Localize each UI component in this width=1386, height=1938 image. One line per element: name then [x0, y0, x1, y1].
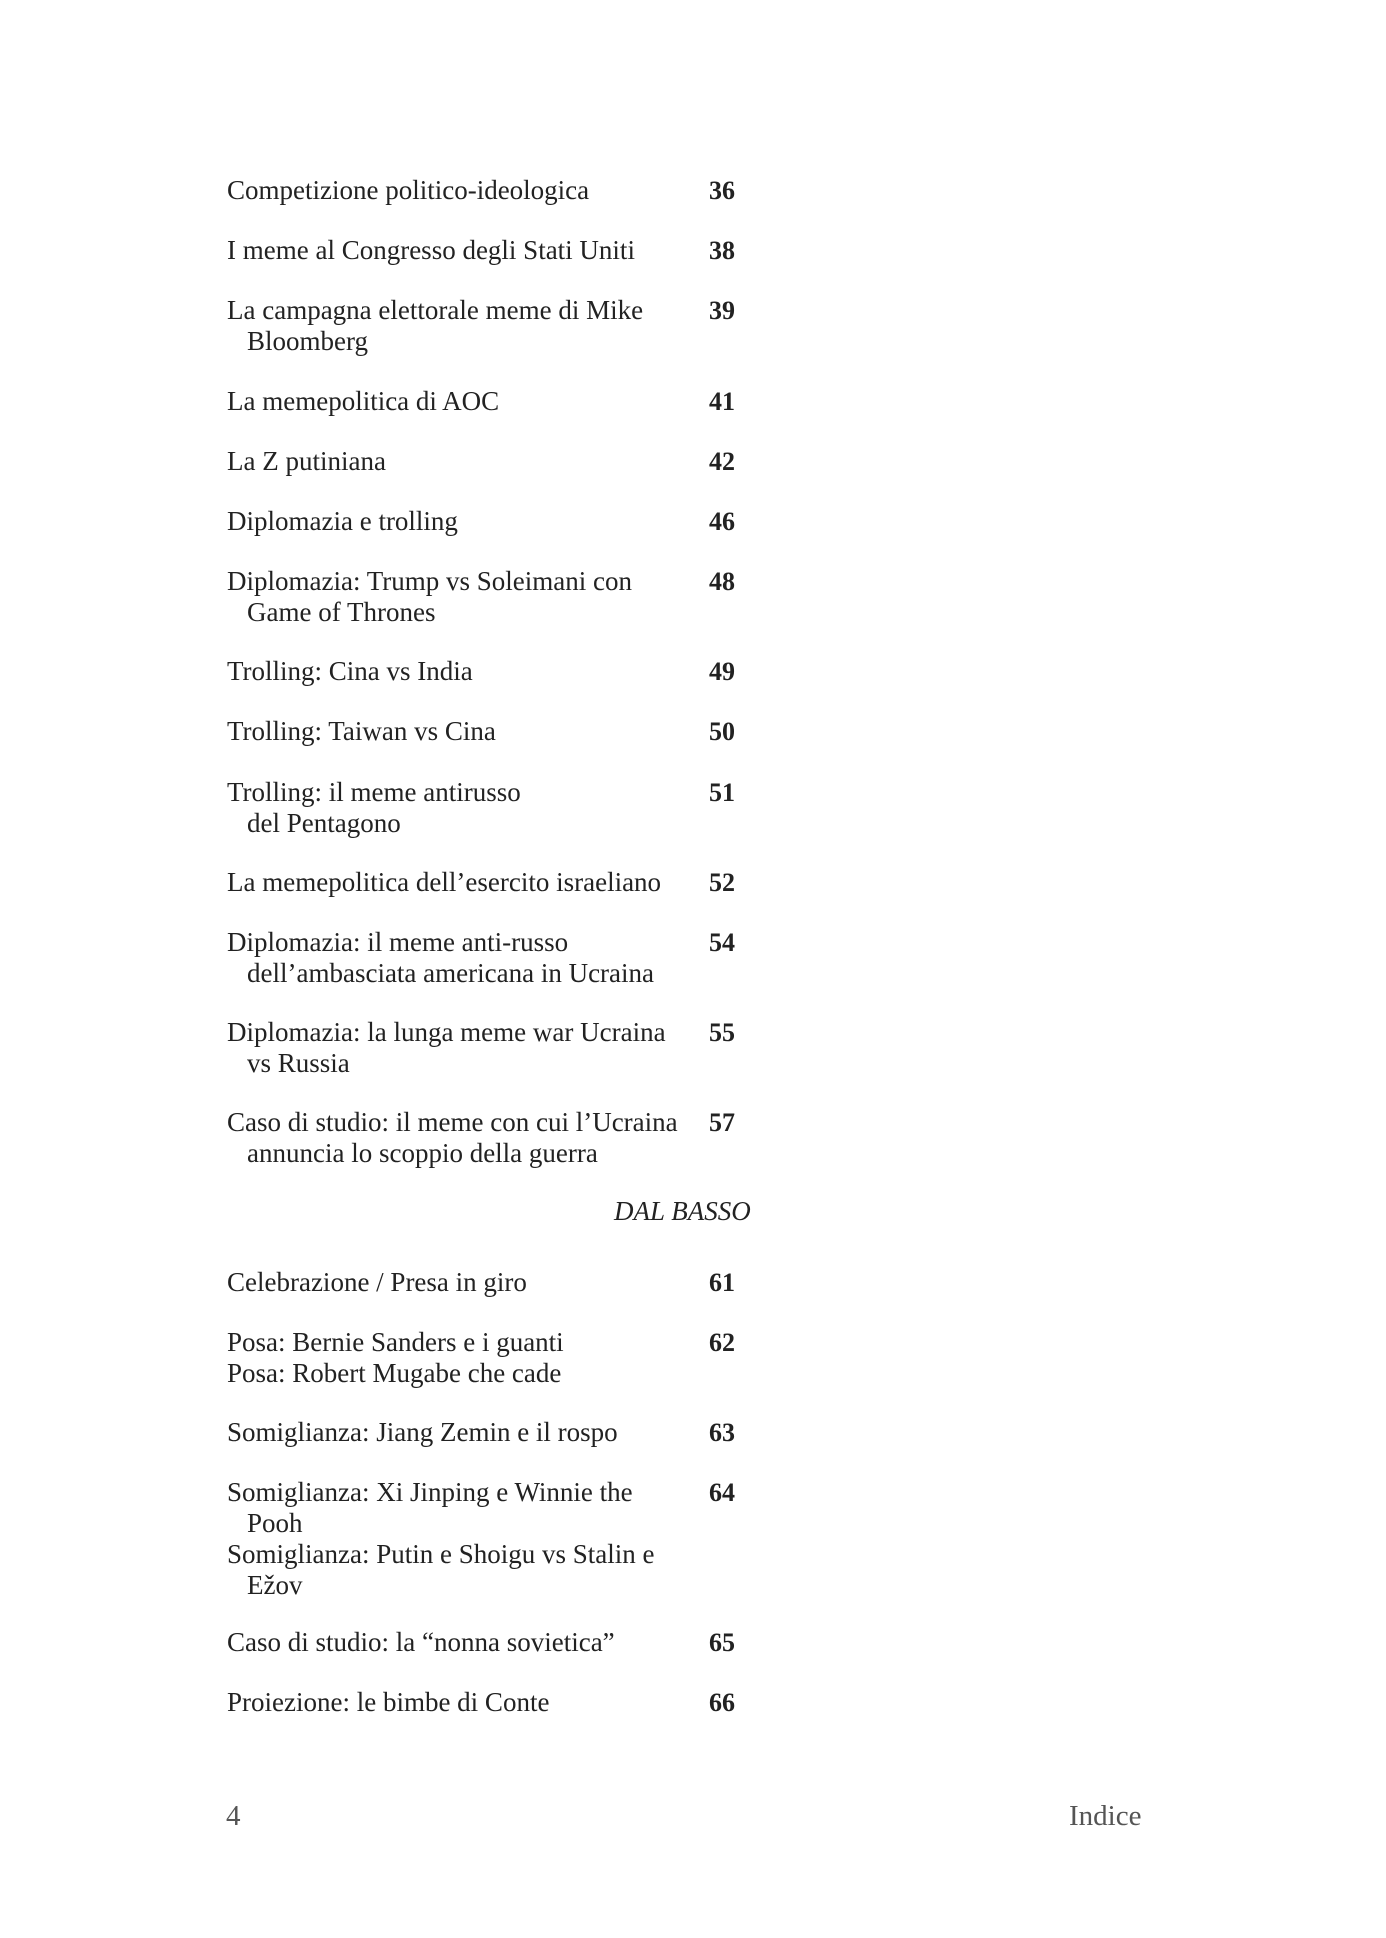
toc-entry-page-number: 64 [709, 1478, 735, 1507]
toc-entry-page-number: 46 [709, 507, 735, 536]
toc-entry-line: Proiezione: le bimbe di Conte [227, 1687, 550, 1717]
toc-entry [227, 235, 787, 266]
toc-entry [227, 1627, 787, 1658]
toc-entry-line: Diplomazia: Trump vs Soleimani con [227, 566, 632, 596]
toc-entry-title [227, 566, 697, 628]
toc-entry-title [227, 716, 697, 747]
toc-entry-title [227, 1477, 697, 1601]
toc-entry-line: Competizione politico-ideologica [227, 175, 590, 205]
toc-entry [227, 295, 787, 357]
toc-entry-line: La memepolitica di AOC [227, 386, 500, 416]
toc-entry-title [227, 656, 697, 687]
toc-entry-page-number: 48 [709, 567, 735, 596]
toc-entry-page-number: 42 [709, 447, 735, 476]
toc-entry [227, 1687, 787, 1718]
toc-entry-title [227, 295, 697, 357]
toc-entry-page-number: 55 [709, 1018, 735, 1047]
toc-entry-title [227, 235, 697, 266]
toc-entry-line: Game of Thrones [247, 597, 436, 627]
toc-entry [227, 506, 787, 537]
toc-entry-line: La memepolitica dell’esercito israeliano [227, 867, 662, 897]
toc-entry [227, 1327, 787, 1389]
toc-entry-title [227, 867, 697, 898]
toc-entry-line: Somiglianza: Xi Jinping e Winnie the [227, 1477, 633, 1507]
toc-entry-page-number: 52 [709, 868, 735, 897]
footer-section-title: Indice [1069, 1800, 1142, 1832]
toc-entry-title [227, 175, 697, 206]
toc-entry-page-number: 65 [709, 1628, 735, 1657]
toc-entry-line: Diplomazia: la lunga meme war Ucraina [227, 1017, 666, 1047]
toc-entry-line: vs Russia [247, 1048, 350, 1078]
toc-entry [227, 386, 787, 417]
toc-entry-page-number: 49 [709, 657, 735, 686]
toc-entry-line: Trolling: il meme antirusso [227, 777, 521, 807]
toc-entry-title [227, 506, 697, 537]
toc-entry-title [227, 386, 697, 417]
toc-entry-page-number: 38 [709, 236, 735, 265]
toc-entry-line: Diplomazia: il meme anti-russo [227, 927, 569, 957]
toc-entry-title [227, 1107, 697, 1169]
toc-entry [227, 1017, 787, 1079]
toc-entry [227, 1417, 787, 1448]
toc-entry-line: Ežov [247, 1570, 303, 1600]
toc-entry-line: Posa: Robert Mugabe che cade [227, 1358, 562, 1388]
toc-entry-title [227, 927, 697, 989]
toc-entry-title [227, 1327, 697, 1389]
toc-entry-page-number: 66 [709, 1688, 735, 1717]
toc-entry-line: La Z putiniana [227, 446, 386, 476]
toc-entry-line: Trolling: Cina vs India [227, 656, 473, 686]
toc-entry-title [227, 1417, 697, 1448]
toc-entry-line: annuncia lo scoppio della guerra [247, 1138, 598, 1168]
toc-entry [227, 927, 787, 989]
toc-entry-title [227, 1687, 697, 1718]
toc-entry-page-number: 54 [709, 928, 735, 957]
toc-entry [227, 867, 787, 898]
toc-entry-title [227, 446, 697, 477]
toc-entry-page-number: 50 [709, 717, 735, 746]
toc-entry-title [227, 1017, 697, 1079]
toc-entry-page-number: 39 [709, 296, 735, 325]
toc-entry-line: Bloomberg [247, 326, 368, 356]
toc-entry-line: I meme al Congresso degli Stati Uniti [227, 235, 635, 265]
toc-entry-page-number: 41 [709, 387, 735, 416]
toc-entry-page-number: 63 [709, 1418, 735, 1447]
toc-entry [227, 446, 787, 477]
toc-entry-line: Caso di studio: la “nonna sovietica” [227, 1627, 615, 1657]
toc-entry-line: Caso di studio: il meme con cui l’Ucraina [227, 1107, 678, 1137]
toc-entry-line: Somiglianza: Jiang Zemin e il rospo [227, 1417, 618, 1447]
toc-entry [227, 566, 787, 628]
toc-entry [227, 777, 787, 839]
toc-entry-line: Somiglianza: Putin e Shoigu vs Stalin e [227, 1539, 655, 1569]
toc-entry [227, 1107, 787, 1169]
toc-entry-line: Diplomazia e trolling [227, 506, 458, 536]
toc-entry-title [227, 1627, 697, 1658]
toc-entry-page-number: 61 [709, 1268, 735, 1297]
toc-entry-line: Pooh [247, 1508, 303, 1538]
section-heading: DAL BASSO [614, 1196, 751, 1226]
toc-entry-line: Posa: Bernie Sanders e i guanti [227, 1327, 564, 1357]
toc-entry-line: dell’ambasciata americana in Ucraina [247, 958, 655, 988]
toc-entry-line: Trolling: Taiwan vs Cina [227, 716, 496, 746]
toc-entry [227, 656, 787, 687]
toc-entry-line: del Pentagono [247, 808, 401, 838]
toc-entry [227, 1267, 787, 1298]
toc-entry-line: La campagna elettorale meme di Mike [227, 295, 644, 325]
toc-entry [227, 1477, 787, 1601]
toc-entry-page-number: 51 [709, 778, 735, 807]
toc-entry-page-number: 62 [709, 1328, 735, 1357]
toc-entry-line: Celebrazione / Presa in giro [227, 1267, 527, 1297]
toc-entry-page-number: 36 [709, 176, 735, 205]
footer-page-number: 4 [226, 1800, 241, 1832]
toc-entry-page-number: 57 [709, 1108, 735, 1137]
toc-entry [227, 716, 787, 747]
toc-entry-title [227, 777, 697, 839]
toc-entry [227, 175, 787, 206]
toc-entry-title [227, 1267, 697, 1298]
